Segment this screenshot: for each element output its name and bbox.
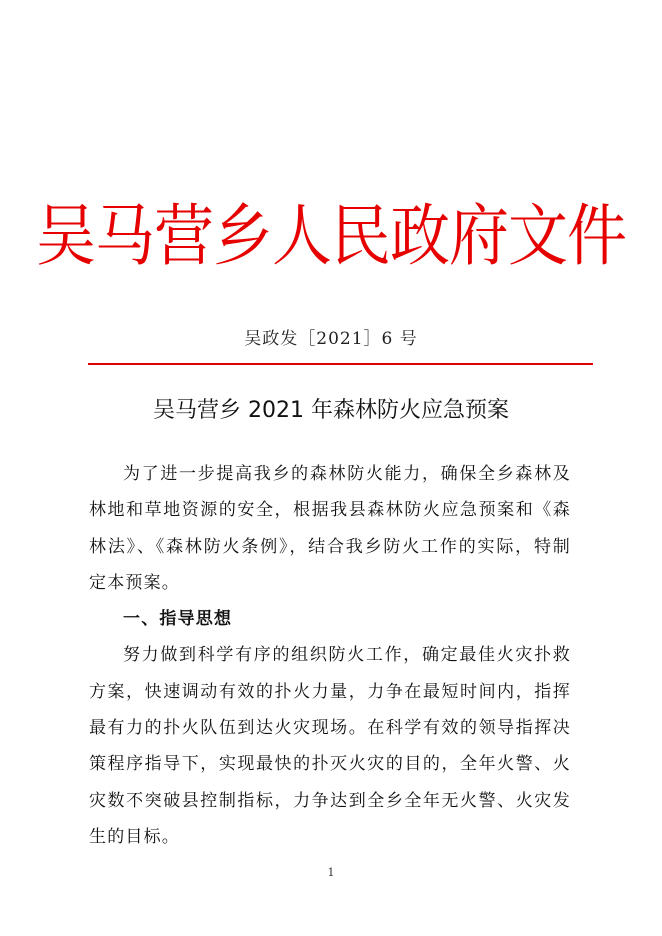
section-heading: 一、指导思想 bbox=[123, 609, 233, 630]
document-title: 吴马营乡 2021 年森林防火应急预案 bbox=[153, 398, 509, 423]
masthead-title: 吴马营乡人民政府文件 bbox=[36, 197, 626, 276]
document-body bbox=[89, 456, 571, 855]
intro-paragraph: 为了进一步提高我乡的森林防火能力，确保全乡森林及林地和草地资源的安全，根据我县森林防火应急预案和《森林法》、《森林防火条例》，结合我乡防火工作的实际，特制定本预案。 bbox=[89, 464, 571, 593]
section-paragraph: 努力做到科学有序的组织防火工作，确定最佳火灾扑救方案，快速调动有效的扑火力量，力争在最短时间内，指挥最有力的扑火队伍到达火灾现场。在科学有效的领导指挥决策程序指导下，实现最快的扑灭火灾的目的，全年火警、火灾数不突破县控制指标，力争达到全乡全年无火警、火灾发生的目标。 bbox=[89, 645, 571, 847]
red-divider bbox=[88, 363, 593, 365]
document-number: 吴政发［2021］6 号 bbox=[244, 329, 418, 349]
page-number: 1 bbox=[327, 866, 335, 879]
